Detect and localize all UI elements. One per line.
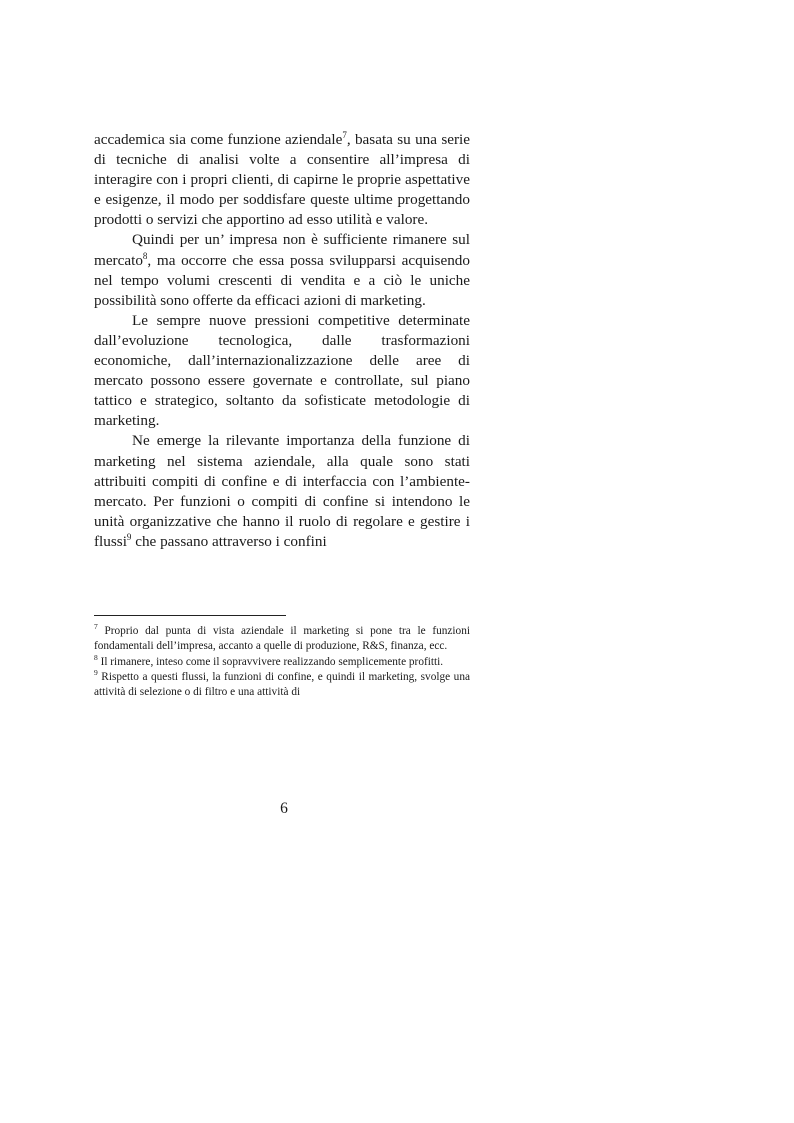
paragraph-2-text-a: Quindi per un’ impresa non è sufficiente rimanere sul mercato [94,231,470,269]
paragraph-4 [94,431,470,552]
paragraph-3: Le sempre nuove pressioni competitive determinate dall’evoluzione tecnologica, dalle trasformazioni economiche, dall’internazionalizzazione delle aree di mercato possono essere governate e controllate, sul piano tattico e strategico, soltanto da sofisticate metodologie di marketing. [94,311,470,430]
footnotes [94,624,470,700]
paragraph-1-text-b: , basata su una serie di tecniche di analisi volte a consentire all’impresa di interagire con i propri clienti, di capirne le proprie aspettative e esigenze, il modo per soddisfare queste ultime progettando prodotti o servizi che apportino ad esso utilità e valore. [94,131,470,229]
paragraph-1-text-a: accademica sia come funzione aziendale [94,131,343,148]
footnote-text-9: Rispetto a questi flussi, la funzioni di confine, e quindi il marketing, svolge una attività di selezione o di filtro e una attività di [94,670,470,699]
footnote-8 [94,652,470,670]
footnote-7 [94,624,470,655]
footnote-9 [94,670,470,701]
paragraph-4-text-b: che passano attraverso i confini [131,532,327,550]
paragraph-2-text-b: , ma occorre che essa possa svilupparsi acquisendo nel tempo volumi crescenti di vendita e a ciò le uniche possibilità sono offerte da efficaci azioni di marketing. [94,251,470,309]
footnote-text-8: Il rimanere, inteso come il sopravvivere realizzando semplicemente profitti. [97,655,444,668]
footnote-text-7: Proprio dal punta di vista aziendale il marketing si pone tra le funzioni fondamentali dell’impresa, accanto a quelle di produzione, R&S, finanza, ecc. [94,625,470,653]
paragraph-1 [94,130,470,230]
page-number: 6 [280,800,288,817]
paragraph-4-text-a: Ne emerge la rilevante importanza della funzione di marketing nel sistema aziendale, alla quale sono stati attribuiti compiti di confine e di interfaccia con l’ambiente-mercato. Per funzioni o compiti di confine si intendono le unità organizzative che hanno il ruolo di regolare e gestire i flussi [94,432,470,550]
footnote-separator [94,615,286,616]
footnote-ref-7[interactable]: 7 [342,129,347,140]
main-text [94,130,470,552]
footnote-number-9: 9 [94,668,98,678]
footnote-number-8: 8 [94,652,98,662]
footnote-ref-9[interactable]: 9 [126,531,132,542]
paragraph-2 [94,230,470,310]
footnote-ref-8[interactable]: 8 [142,250,148,261]
footnote-number-7: 7 [94,622,98,632]
